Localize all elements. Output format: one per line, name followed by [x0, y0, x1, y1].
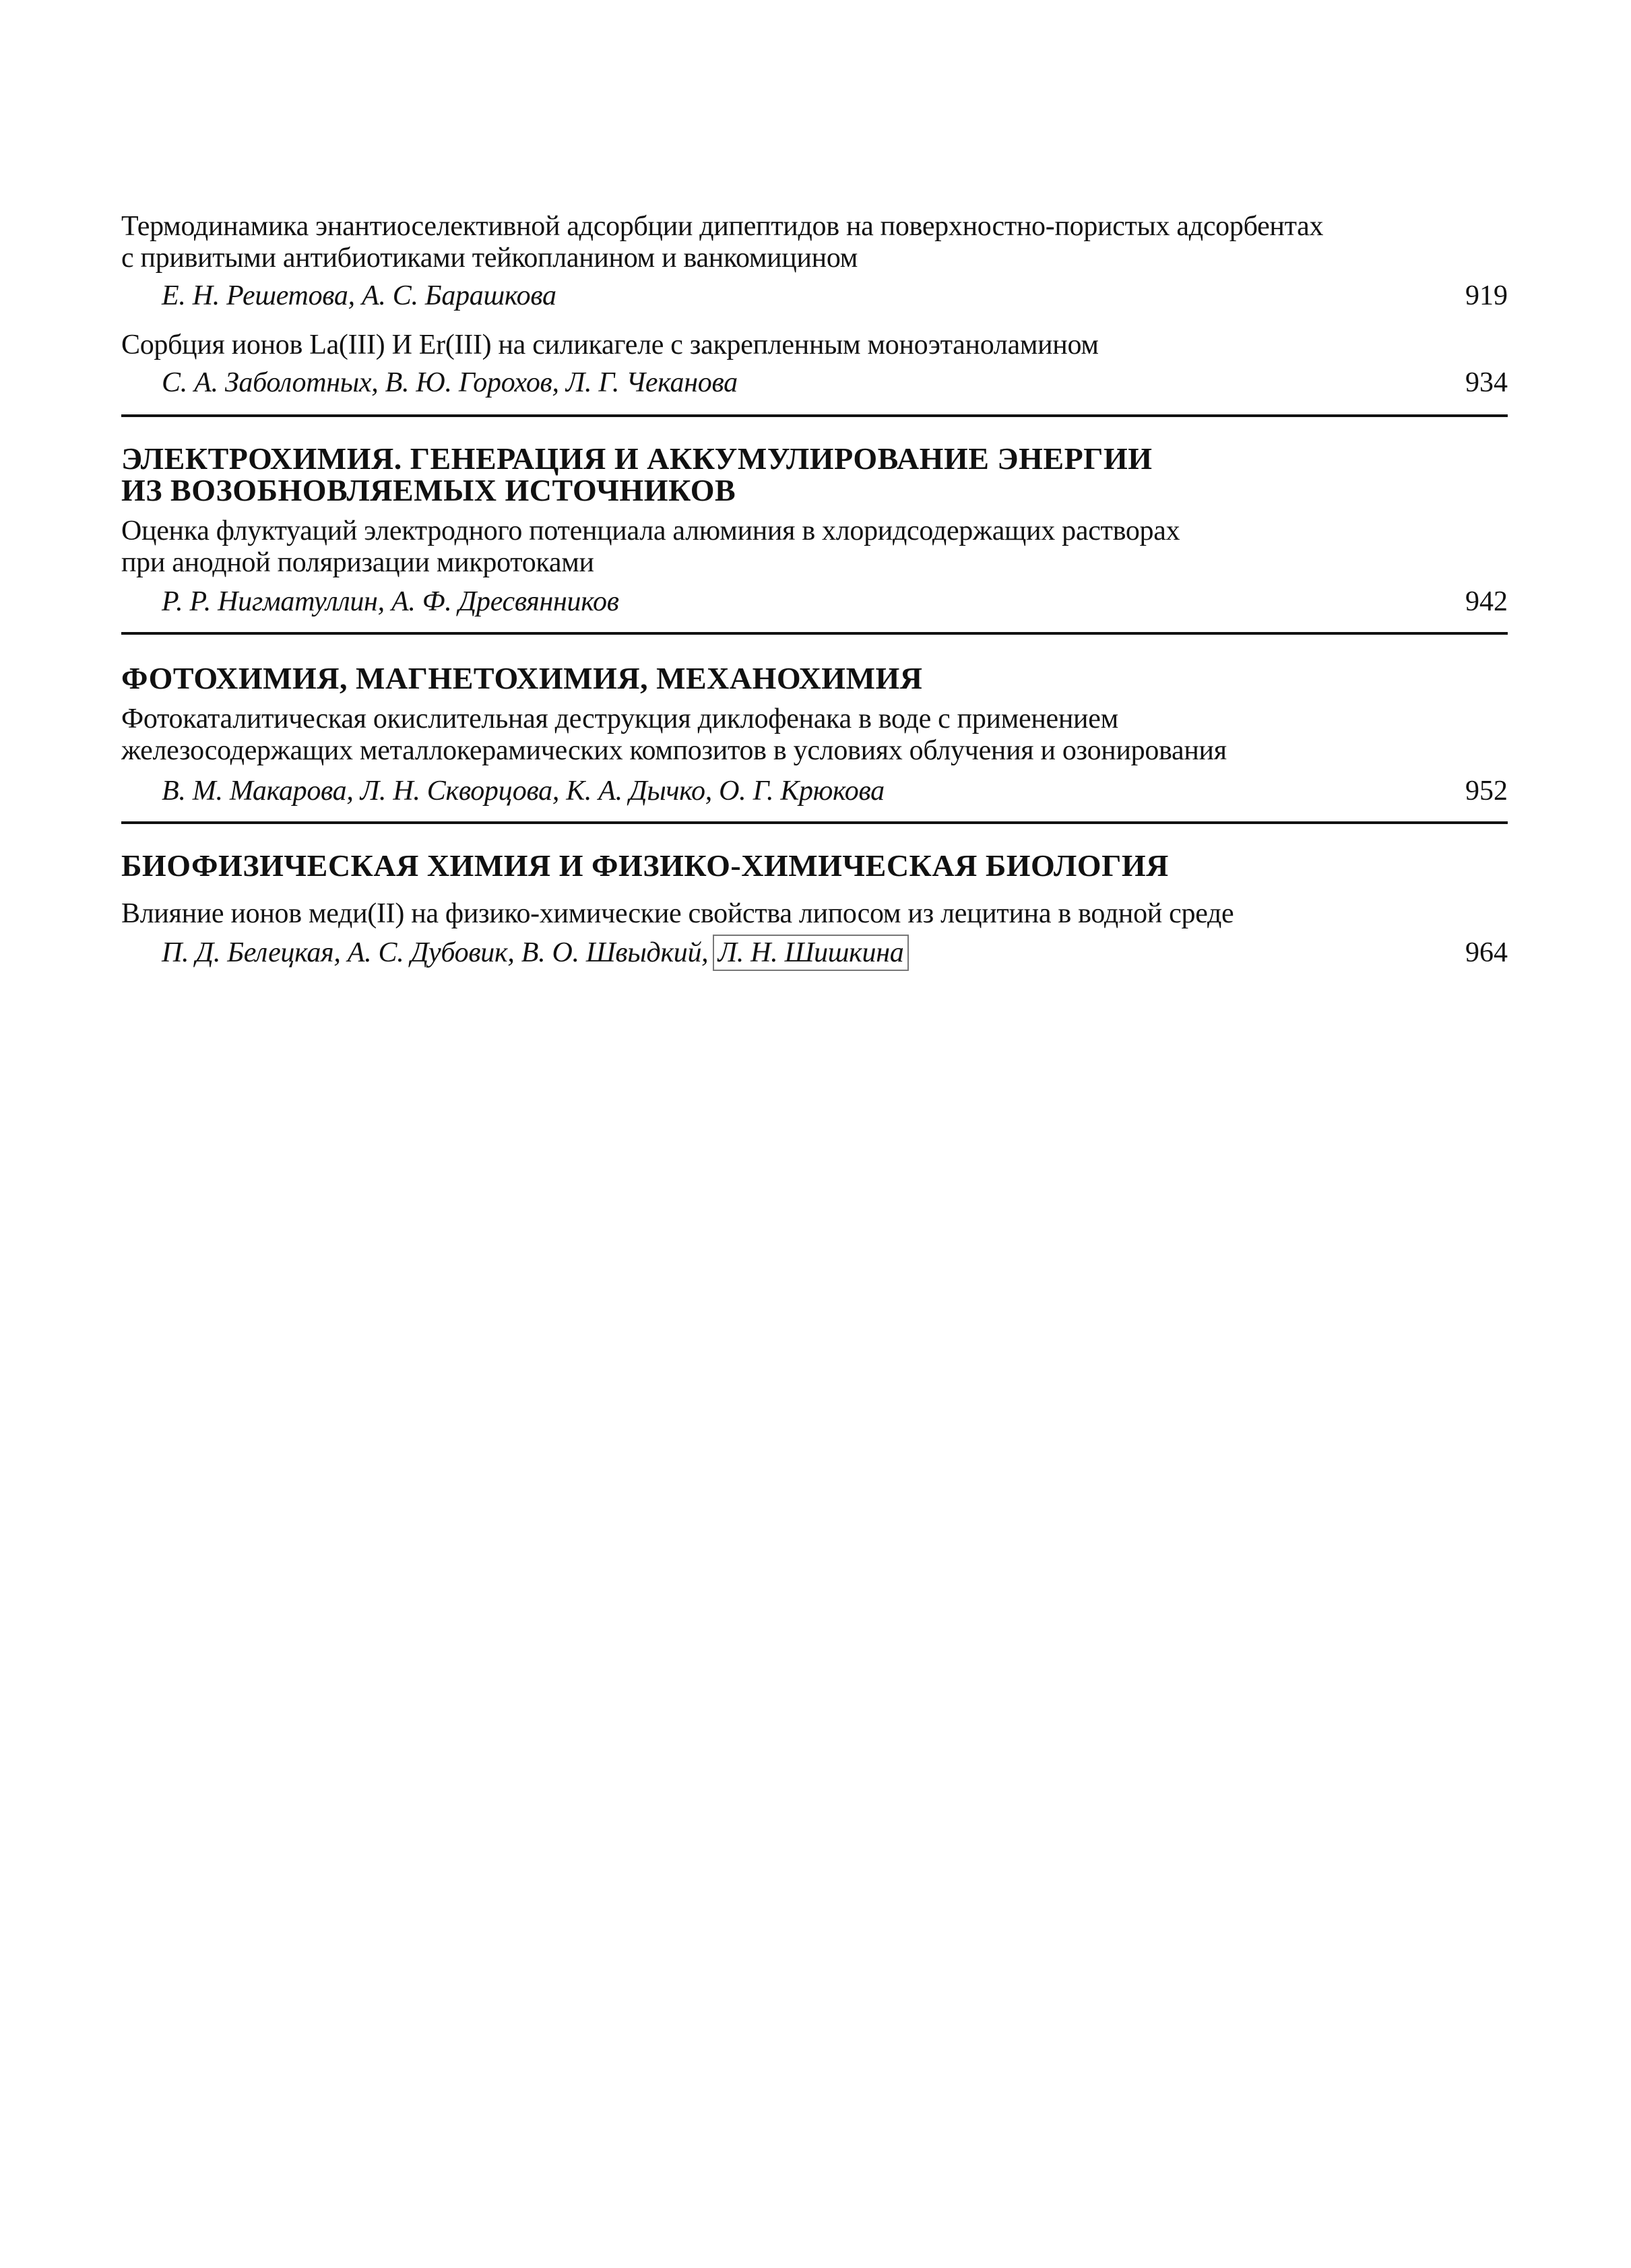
- section-heading: БИОФИЗИЧЕСКАЯ ХИМИЯ И ФИЗИКО-ХИМИЧЕСКАЯ БИОЛОГИЯ: [121, 848, 1169, 883]
- article-title: Влияние ионов меди(II) на физико-химические свойства липосом из лецитина в водной среде: [121, 898, 1234, 929]
- authors-list: П. Д. Белецкая, А. С. Дубовик, В. О. Швыдкий,: [162, 937, 709, 968]
- article-title: с привитыми антибиотиками тейкопланином и ванкомицином: [121, 243, 858, 274]
- article-title: Сорбция ионов La(III) И Er(III) на силикагеле с закрепленным моноэтаноламином: [121, 329, 1099, 360]
- article-authors: Р. Р. Нигматуллин, А. Ф. Дресвянников: [162, 586, 619, 617]
- article-title: Фотокаталитическая окислительная деструкция диклофенака в воде с применением: [121, 703, 1118, 734]
- section-heading: ФОТОХИМИЯ, МАГНЕТОХИМИЯ, МЕХАНОХИМИЯ: [121, 661, 923, 695]
- article-title: железосодержащих металлокерамических композитов в условиях облучения и озонирования: [121, 735, 1227, 766]
- page-number[interactable]: 952: [1465, 776, 1508, 807]
- section-heading: ЭЛЕКТРОХИМИЯ. ГЕНЕРАЦИЯ И АККУМУЛИРОВАНИЕ ЭНЕРГИИ: [121, 441, 1153, 476]
- page-number[interactable]: 942: [1465, 586, 1508, 617]
- article-authors: [162, 936, 906, 970]
- section-divider: [121, 632, 1508, 635]
- section-divider: [121, 821, 1508, 824]
- highlighted-author[interactable]: Л. Н. Шишкина: [715, 937, 907, 968]
- article-title: при анодной поляризации микротоками: [121, 547, 594, 578]
- page-number[interactable]: 964: [1465, 937, 1508, 968]
- article-title: Термодинамика энантиоселективной адсорбции дипептидов на поверхностно-пористых адсорбентах: [121, 211, 1324, 242]
- page-number[interactable]: 934: [1465, 367, 1508, 398]
- article-authors: В. М. Макарова, Л. Н. Скворцова, К. А. Дычко, О. Г. Крюкова: [162, 776, 885, 807]
- page-number[interactable]: 919: [1465, 280, 1508, 311]
- section-heading: ИЗ ВОЗОБНОВЛЯЕМЫХ ИСТОЧНИКОВ: [121, 473, 736, 507]
- section-divider: [121, 414, 1508, 417]
- article-authors: Е. Н. Решетова, А. С. Барашкова: [162, 280, 556, 311]
- article-title: Оценка флуктуаций электродного потенциала алюминия в хлоридсодержащих растворах: [121, 515, 1180, 546]
- article-authors: С. А. Заболотных, В. Ю. Горохов, Л. Г. Чеканова: [162, 367, 738, 398]
